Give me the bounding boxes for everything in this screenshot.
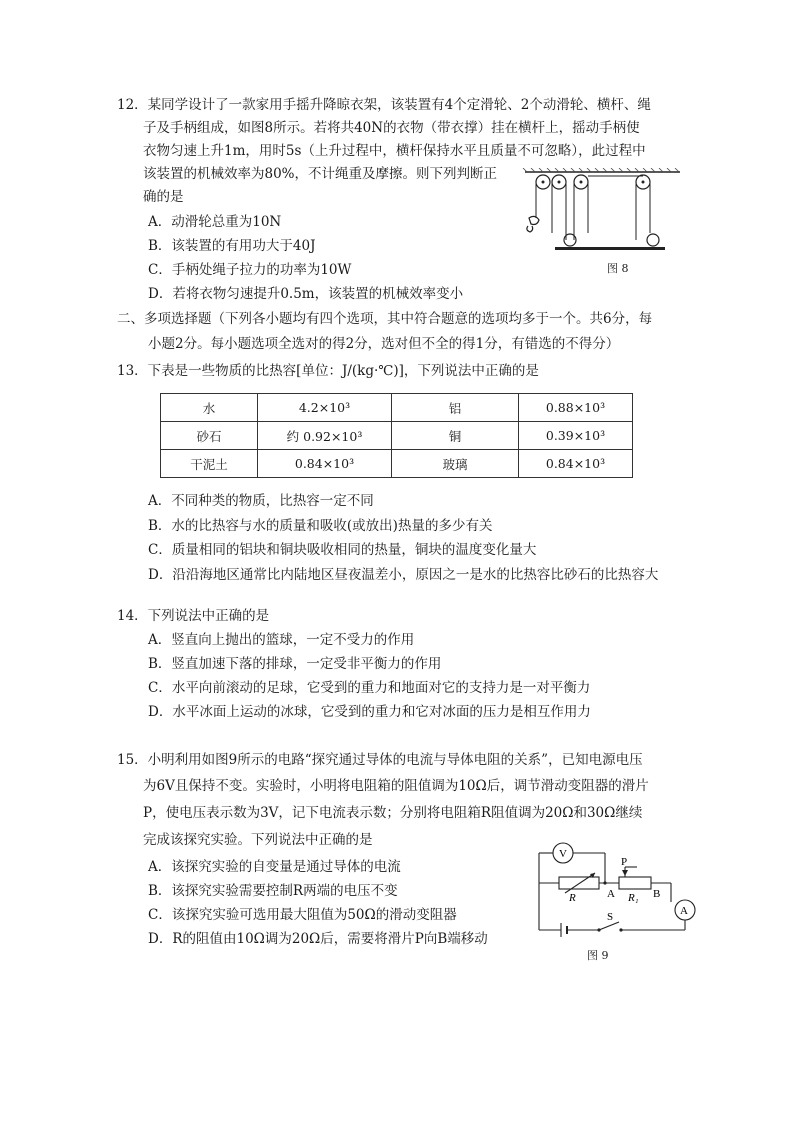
q12-line-3: 衣物匀速上升1m，用时5s（上升过程中，横杆保持水平且质量不可忽略），此过程中 <box>143 143 646 159</box>
q15-option-b: B．该探究实验需要控制R两端的电压不变 <box>148 883 398 899</box>
node-b-label: B <box>653 888 661 900</box>
resistor-box-icon <box>559 877 599 889</box>
table-cell: 玻璃 <box>392 450 519 478</box>
q13-option-a: A．不同种类的物质，比热容一定不同 <box>148 493 374 509</box>
q13-option-c: C．质量相同的铝块和铜块吸收相同的热量，铜块的温度变化量大 <box>148 542 537 558</box>
q14-option-c: C．水平向前滚动的足球，它受到的重力和地面对它的支持力是一对平衡力 <box>148 680 591 696</box>
specific-heat-table <box>160 393 633 478</box>
q13-stem: 13．下表是一些物质的比热容[单位：J/(kg·℃)]，下列说法中正确的是 <box>117 363 539 379</box>
slider-label: P <box>621 856 628 868</box>
q12-line-5: 确的是 <box>143 189 184 205</box>
q12-option-b: B．该装置的有用功大于40J <box>148 238 316 254</box>
figure-8-pulley-diagram <box>515 168 685 258</box>
rheostat-label: R₁ <box>628 892 639 904</box>
table-cell: 0.39×10³ <box>519 422 633 450</box>
table-cell: 0.88×10³ <box>519 394 633 422</box>
voltmeter-label: V <box>559 848 567 860</box>
figure-9-caption: 图 9 <box>587 949 609 962</box>
figure-9-circuit-diagram <box>525 840 705 945</box>
q14-option-b: B．竖直加速下落的排球，一定受非平衡力的作用 <box>148 656 442 672</box>
q15-line-1: 15．小明利用如图9所示的电路“探究通过导体的电流与导体电阻的关系”，已知电源电压 <box>117 752 643 768</box>
section2-line-1: 二、多项选择题（下列各小题均有四个选项，其中符合题意的选项均多于一个。共6分，每 <box>117 311 653 327</box>
q15-line-2: 为6V且保持不变。实验时，小明将电阻箱的阻值调为10Ω后，调节滑动变阻器的滑片 <box>143 778 649 794</box>
table-cell: 4.2×10³ <box>258 394 392 422</box>
table-row <box>161 394 633 422</box>
q15-line-4: 完成该探究实验。下列说法中正确的是 <box>143 832 373 848</box>
q12-line-2: 子及手柄组成，如图8所示。若将共40N的衣物（带衣撑）挂在横杆上，摇动手柄使 <box>143 120 640 136</box>
q14-stem: 14．下列说法中正确的是 <box>117 608 270 624</box>
q12-option-a: A．动滑轮总重为10N <box>148 214 282 230</box>
resistor-box-label: R <box>569 892 576 904</box>
rheostat-icon <box>619 877 651 889</box>
switch-label: S <box>607 911 614 923</box>
q15-line-3: P，使电压表示数为3V，记下电流表示数；分别将电阻箱R阻值调为20Ω和30Ω继续 <box>143 805 643 821</box>
table-cell: 0.84×10³ <box>519 450 633 478</box>
table-cell: 砂石 <box>161 422 258 450</box>
q15-option-d: D．R的阻值由10Ω调为20Ω后，需要将滑片P向B端移动 <box>148 931 488 947</box>
q14-option-a: A．竖直向上抛出的篮球，一定不受力的作用 <box>148 632 415 648</box>
table-cell: 铜 <box>392 422 519 450</box>
q15-option-a: A．该探究实验的自变量是通过导体的电流 <box>148 859 401 875</box>
q12-option-c: C．手柄处绳子拉力的功率为10W <box>148 262 352 278</box>
table-cell: 0.84×10³ <box>258 450 392 478</box>
table-row <box>161 422 633 450</box>
q12-line-4: 该装置的机械效率为80%，不计绳重及摩擦。则下列判断正 <box>143 166 498 182</box>
q13-option-b: B．水的比热容与水的质量和吸收(或放出)热量的多少有关 <box>148 518 493 534</box>
table-cell: 干泥土 <box>161 450 258 478</box>
table-cell: 铝 <box>392 394 519 422</box>
q13-option-d: D．沿沿海地区通常比内陆地区昼夜温差小，原因之一是水的比热容比砂石的比热容大 <box>148 567 659 583</box>
q14-option-d: D．水平冰面上运动的冰球，它受到的重力和它对冰面的压力是相互作用力 <box>148 704 591 720</box>
table-cell: 水 <box>161 394 258 422</box>
section2-line-2: 小题2分。每小题选项全选对的得2分，选对但不全的得1分，有错选的不得分） <box>148 336 620 352</box>
table-row <box>161 450 633 478</box>
figure-8-caption: 图 8 <box>607 262 629 275</box>
node-a-label: A <box>607 888 615 900</box>
switch-icon <box>599 922 619 930</box>
ammeter-label: A <box>680 905 688 917</box>
q12-option-d: D．若将衣物匀速提升0.5m，该装置的机械效率变小 <box>148 286 464 302</box>
q12-line-1: 12．某同学设计了一款家用手摇升降晾衣架，该装置有4个定滑轮、2个动滑轮、横杆、绳 <box>117 97 651 113</box>
table-cell: 约 0.92×10³ <box>258 422 392 450</box>
q15-option-c: C．该探究实验可选用最大阻值为50Ω的滑动变阻器 <box>148 907 457 923</box>
